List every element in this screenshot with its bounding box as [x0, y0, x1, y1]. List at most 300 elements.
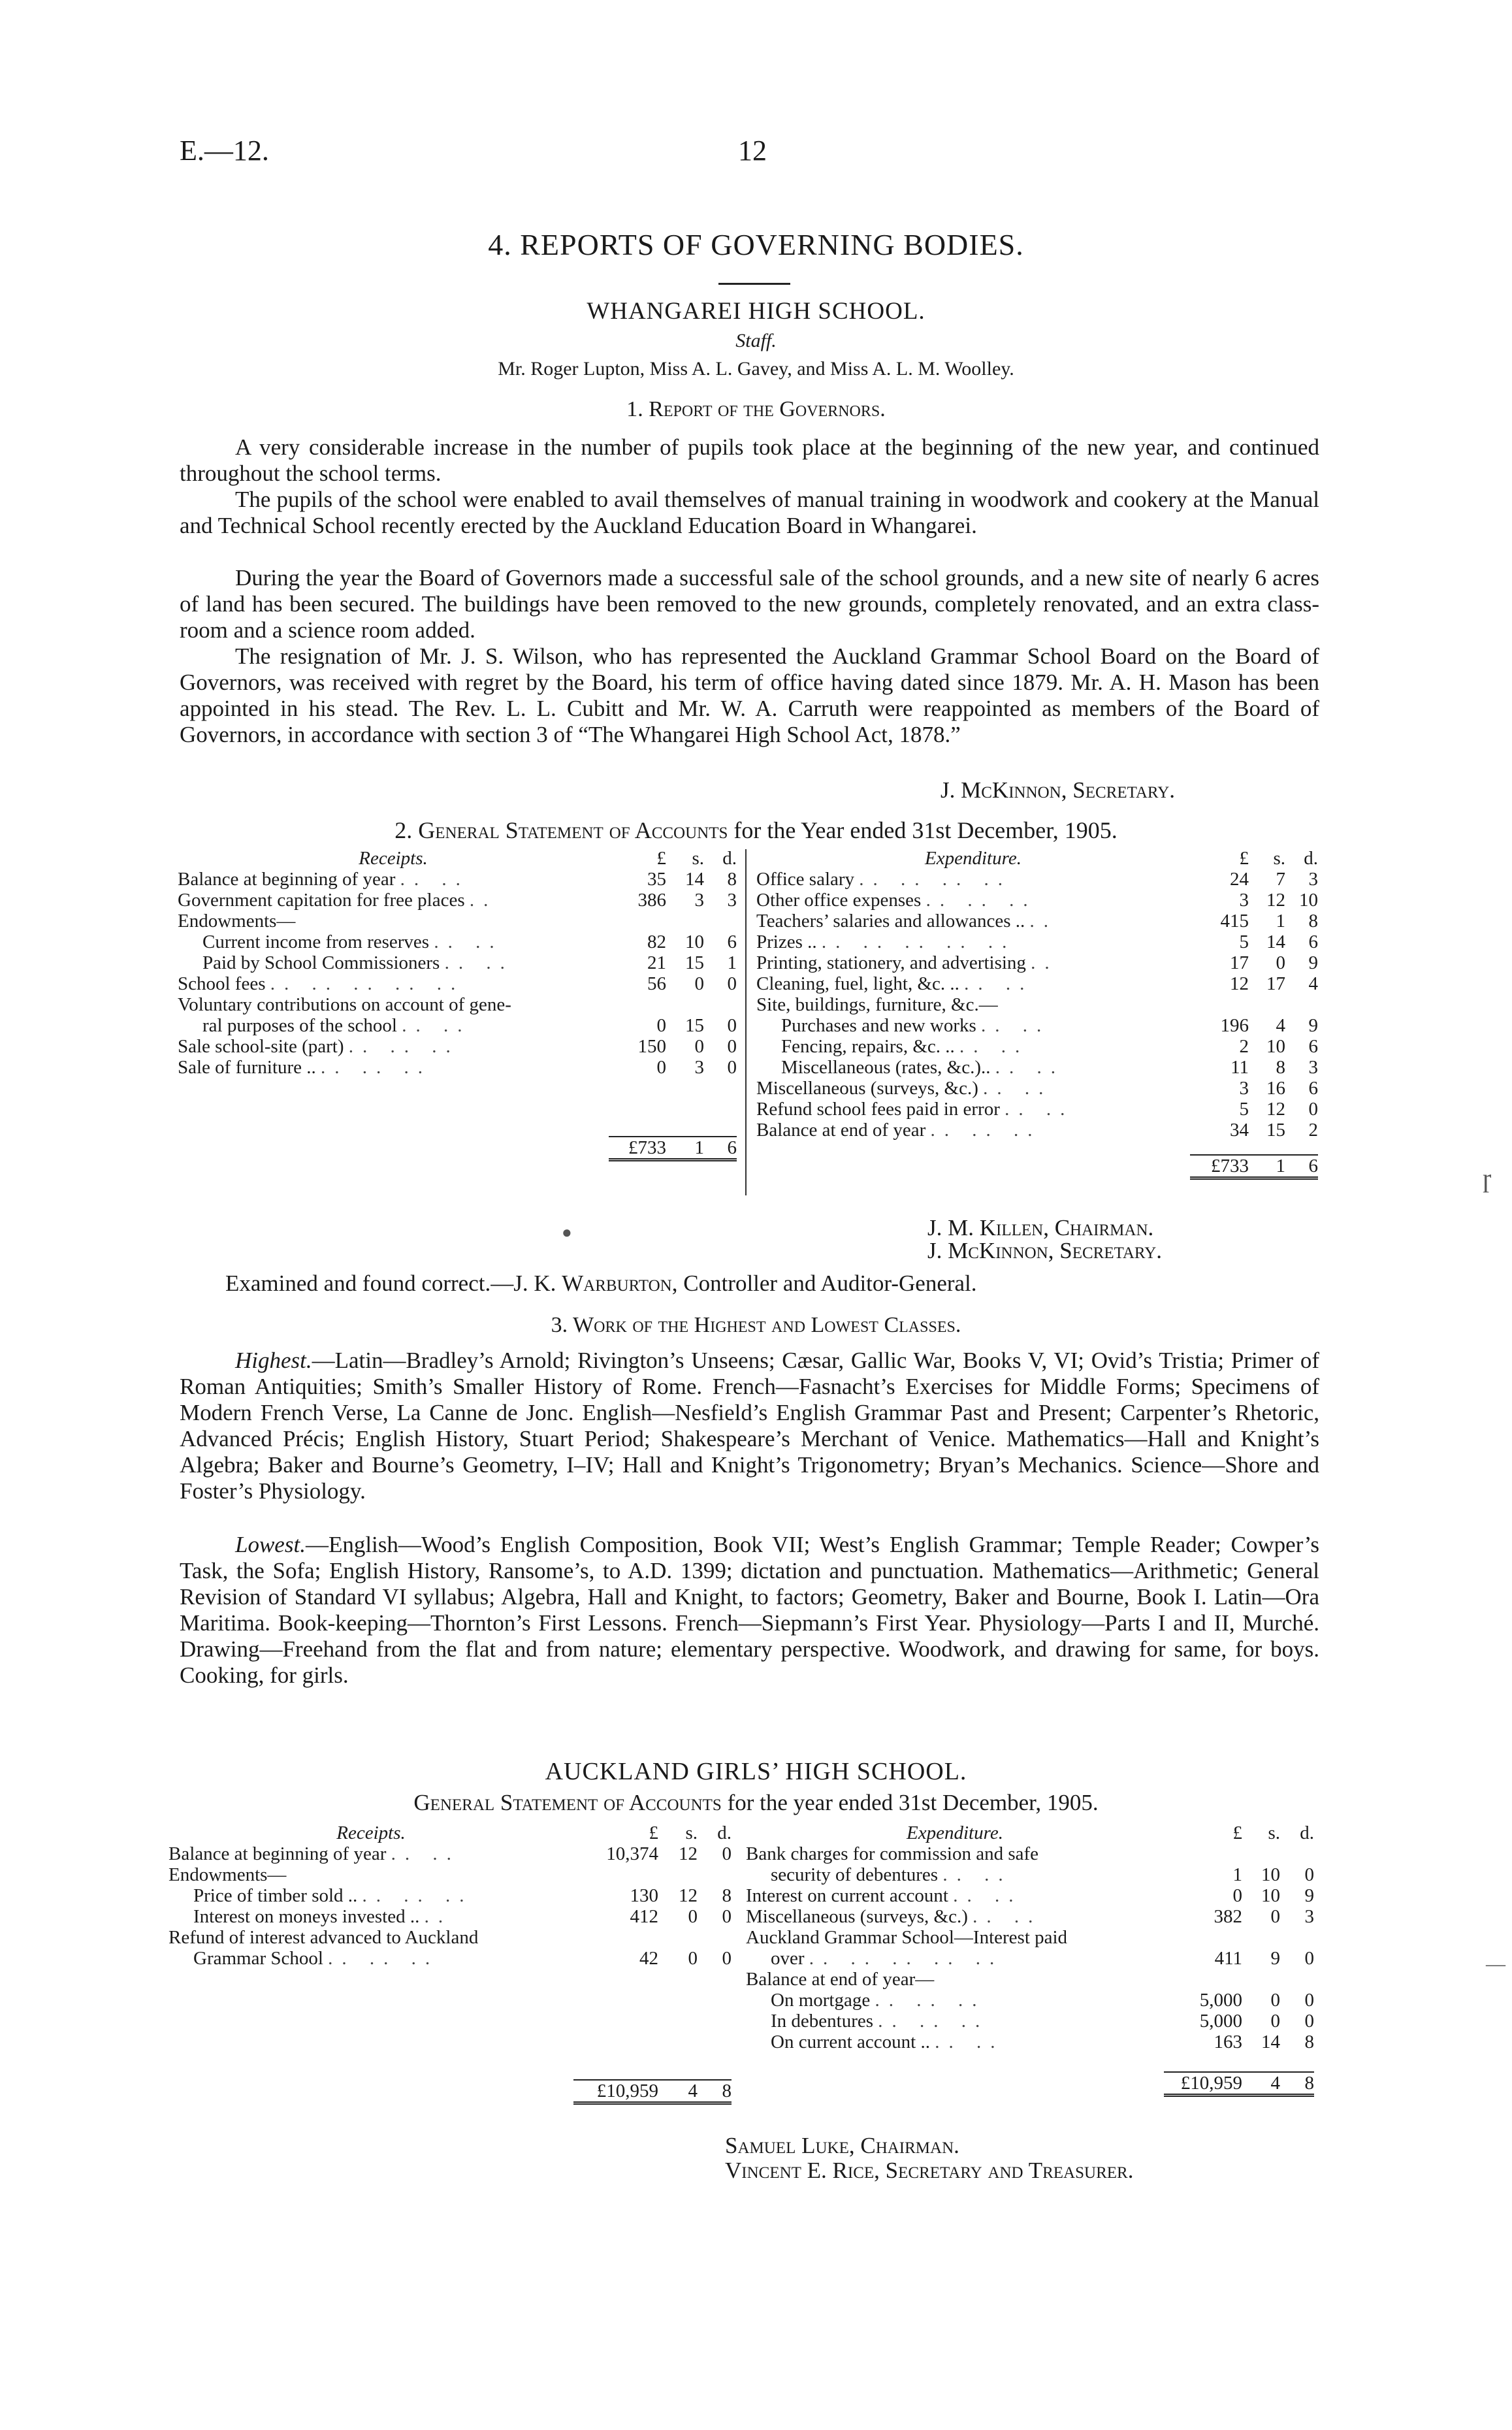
row-shillings: 14	[1266, 932, 1285, 952]
total-pence: 8	[698, 2080, 732, 2103]
row-pence	[1280, 1969, 1314, 1990]
row-pence: 2	[1308, 1120, 1318, 1141]
leader-dots: ..	[1031, 952, 1059, 973]
highest-class-paragraph	[180, 1348, 1319, 1504]
row-label-text: Printing, stationery, and advertising	[756, 952, 1026, 973]
row-pound	[573, 1927, 658, 1948]
row-label	[756, 1036, 1190, 1057]
row-pence: 0	[1308, 1099, 1318, 1120]
row-label-text: over	[771, 1948, 805, 1969]
account-row	[746, 1864, 1314, 1885]
row-pence: 8	[1308, 911, 1318, 932]
account-row	[756, 1120, 1318, 1141]
account-row	[756, 911, 1318, 932]
secretary-signature: Vincent E. Rice, Secretary and Treasurer.	[725, 2158, 1134, 2183]
row-label-text: Balance at end of year	[756, 1120, 926, 1141]
row-shillings: 15	[685, 1015, 704, 1036]
account-row	[746, 1990, 1314, 2011]
expenditure-table-auckland	[746, 1822, 1314, 2097]
row-label-text: Endowments—	[178, 911, 296, 932]
account-row	[756, 952, 1318, 973]
row-label-text: Refund of interest advanced to Auckland	[169, 1927, 479, 1948]
table-header-row	[178, 848, 737, 869]
row-pound: 10,374	[606, 1843, 658, 1864]
account-row	[756, 1036, 1318, 1057]
row-label	[178, 1036, 609, 1057]
account-row	[178, 952, 737, 973]
row-label-text: Balance at beginning of year	[169, 1843, 387, 1864]
row-label-text: Interest on moneys invested ..	[193, 1906, 420, 1927]
row-shillings	[666, 994, 704, 1015]
row-label	[178, 952, 609, 973]
auditor-note	[225, 1271, 977, 1297]
row-pound: 1	[1232, 1864, 1242, 1885]
row-pence: 0	[727, 1015, 737, 1036]
auditor-note-suffix: , Controller and Auditor-General.	[671, 1271, 977, 1296]
highest-label: Highest.	[235, 1348, 312, 1373]
school-title-whangarei: WHANGAREI HIGH SCHOOL.	[587, 298, 925, 325]
highest-text: —Latin—Bradley’s Arnold; Rivington’s Unseens; Cæsar, Gallic War, Books V, VI; Ovid’s Tristia; Primer of Roman Antiquities; Smith’s Smaller History of Rome. French—Fasnacht’s Exercises for Middle Forms; Specimens of Modern French Verse, La Canne de Jonc. English—Nesfield’s English Grammar Past and Present; Carpenter’s Rhetoric, Advanced Précis; English History, Stuart Period; Shakespeare’s Merchant of Venice. Mathematics—Hall and Knight’s Algebra; Baker and Bourne’s Geometry, I–IV; Hall and Knight’s Trigonometry; Bryan’s Mechanics. Science—Shore and Foster’s Physiology.	[180, 1348, 1319, 1504]
account-row	[178, 932, 737, 952]
row-label	[746, 2011, 1164, 2032]
row-shillings	[1242, 1969, 1280, 1990]
leader-dots: .. ..	[391, 1843, 460, 1864]
row-pence: 9	[1304, 1885, 1314, 1906]
row-shillings: 0	[694, 1036, 704, 1057]
expenditure-label: Expenditure.	[907, 1822, 1003, 1843]
receipts-table-auckland	[169, 1822, 732, 2105]
row-pence: 8	[1304, 2032, 1314, 2052]
leader-dots: .. .. .. ..	[859, 869, 1012, 890]
total-pound: £10,959	[573, 2080, 658, 2103]
row-pence: 6	[727, 932, 737, 952]
row-pence	[1285, 994, 1318, 1015]
leader-dots: ..	[424, 1906, 453, 1927]
account-row	[756, 994, 1318, 1015]
account-row	[169, 1885, 732, 1906]
col-shillings: s.	[1273, 848, 1285, 869]
row-pence: 6	[1308, 932, 1318, 952]
leader-dots: .. ..	[964, 973, 1034, 994]
accounts-heading-auckland	[170, 1790, 1342, 1816]
row-pound	[1190, 994, 1249, 1015]
row-label	[169, 1843, 573, 1864]
leader-dots: .. .. ..	[362, 1885, 474, 1906]
row-pence: 10	[1299, 890, 1318, 911]
row-pence	[698, 1864, 732, 1885]
row-shillings: 7	[1276, 869, 1285, 890]
account-row	[178, 890, 737, 911]
row-label	[756, 952, 1190, 973]
ink-dot: ●	[562, 1223, 572, 1242]
row-label-text: In debentures	[771, 2011, 874, 2032]
row-label	[746, 1948, 1164, 1969]
account-row	[746, 1927, 1314, 1948]
row-pound: 150	[637, 1036, 666, 1057]
row-pence: 6	[1308, 1078, 1318, 1099]
row-shillings: 10	[1266, 1036, 1285, 1057]
school-title-auckland: AUCKLAND GIRLS’ HIGH SCHOOL.	[545, 1758, 967, 1785]
row-label	[178, 973, 609, 994]
row-pence: 0	[1304, 1948, 1314, 1969]
row-shillings: 16	[1266, 1078, 1285, 1099]
row-shillings: 10	[1261, 1864, 1280, 1885]
leader-dots: .. .. .. .. ..	[809, 1948, 1004, 1969]
account-row	[746, 1969, 1314, 1990]
leader-dots: .. ..	[444, 952, 514, 973]
account-row	[756, 973, 1318, 994]
account-row	[756, 1015, 1318, 1036]
row-label-text: School fees	[178, 973, 266, 994]
row-pence: 0	[727, 973, 737, 994]
row-pound: 11	[1231, 1057, 1249, 1078]
row-shillings: 10	[685, 932, 704, 952]
row-pence: 9	[1308, 952, 1318, 973]
auditor-note-prefix: Examined and found correct.—J. K.	[225, 1271, 562, 1296]
row-label-text: Fencing, repairs, &c. ..	[781, 1036, 955, 1057]
total-shillings: 1	[1249, 1155, 1285, 1178]
row-pound: 3	[1239, 1078, 1249, 1099]
row-pound: 17	[1230, 952, 1249, 973]
row-label-text: On current account ..	[771, 2032, 930, 2052]
report-paragraph: The pupils of the school were enabled to avail themselves of manual training in woodwork and cookery at the Manual and Technical School recently erected by the Auckland Education Board in Whangarei.	[180, 487, 1319, 538]
row-pence: 0	[727, 1057, 737, 1078]
report-signature: J. McKinnon, Secretary.	[941, 777, 1176, 803]
accounts-heading-period: for the year ended 31st December, 1905.	[727, 1790, 1099, 1815]
account-row	[178, 994, 737, 1015]
row-label	[746, 1969, 1164, 1990]
total-row	[178, 1137, 737, 1160]
total-shillings: 4	[658, 2080, 698, 2103]
col-pence: d.	[1300, 1822, 1314, 1843]
column-divider	[745, 849, 747, 1195]
row-label-text: Voluntary contributions on account of gene-	[178, 994, 511, 1015]
row-label	[756, 1099, 1190, 1120]
account-row	[756, 1078, 1318, 1099]
row-label	[178, 932, 609, 952]
row-label	[756, 911, 1190, 932]
account-row	[169, 1948, 732, 1969]
row-shillings: 0	[1270, 1906, 1280, 1927]
row-shillings: 0	[688, 1948, 698, 1969]
row-label	[746, 1843, 1164, 1864]
report-heading: 1. Report of the Governors.	[626, 397, 886, 421]
leader-dots: .. ..	[400, 869, 470, 890]
row-label-text: security of debentures	[771, 1864, 939, 1885]
row-pound	[1164, 1927, 1242, 1948]
total-pence: 6	[704, 1137, 737, 1160]
row-pound: 411	[1214, 1948, 1242, 1969]
lowest-class-paragraph	[180, 1532, 1319, 1689]
row-label-text: Paid by School Commissioners	[202, 952, 440, 973]
row-shillings: 3	[694, 1057, 704, 1078]
row-shillings: 3	[694, 890, 704, 911]
row-pound: 5	[1239, 1099, 1249, 1120]
row-label	[746, 1906, 1164, 1927]
row-pence: 0	[1304, 2011, 1314, 2032]
row-label	[178, 890, 609, 911]
row-label	[178, 911, 609, 932]
total-row	[169, 2080, 732, 2103]
total-pence: 6	[1285, 1155, 1318, 1178]
account-row	[756, 890, 1318, 911]
leader-dots: .. ..	[995, 1057, 1065, 1078]
row-pound: 412	[630, 1906, 658, 1927]
row-pound	[609, 994, 666, 1015]
row-shillings: 12	[679, 1885, 698, 1906]
row-label-text: Miscellaneous (rates, &c.)..	[781, 1057, 991, 1078]
leader-dots: .. ..	[959, 1036, 1029, 1057]
row-pound: 163	[1214, 2032, 1242, 2052]
leader-dots: .. .. ..	[930, 1120, 1042, 1141]
row-pence	[704, 911, 737, 932]
staff-label: Staff.	[735, 330, 777, 351]
row-pence: 3	[1304, 1906, 1314, 1927]
row-pound: 12	[1230, 973, 1249, 994]
row-pence: 1	[727, 952, 737, 973]
leader-dots: .. .. ..	[321, 1057, 432, 1078]
row-shillings	[1242, 1843, 1280, 1864]
col-pence: d.	[1304, 848, 1318, 869]
row-label-text: On mortgage	[771, 1990, 871, 2011]
row-label	[756, 1078, 1190, 1099]
row-label	[178, 1015, 609, 1036]
account-row	[169, 1843, 732, 1864]
row-pence	[1280, 1927, 1314, 1948]
row-pence: 0	[722, 1843, 732, 1864]
report-paragraph: A very considerable increase in the number of pupils took place at the beginning of the new year, and continued throughout the school terms.	[180, 434, 1319, 486]
row-label	[746, 1990, 1164, 2011]
row-pence: 8	[722, 1885, 732, 1906]
row-pound: 2	[1239, 1036, 1249, 1057]
row-label-text: Bank charges for commission and safe	[746, 1843, 1039, 1864]
account-row	[178, 1057, 737, 1078]
row-pound: 0	[656, 1057, 666, 1078]
row-shillings: 10	[1261, 1885, 1280, 1906]
row-shillings: 12	[1266, 1099, 1285, 1120]
row-label-text: Sale school-site (part)	[178, 1036, 344, 1057]
row-pence: 0	[727, 1036, 737, 1057]
leader-dots: .. ..	[983, 1078, 1053, 1099]
chairman-signature: Samuel Luke, Chairman.	[725, 2133, 959, 2158]
row-shillings: 14	[685, 869, 704, 890]
table-header-row	[746, 1822, 1314, 1843]
row-pound: 130	[630, 1885, 658, 1906]
col-shillings: s.	[692, 848, 704, 869]
expenditure-table-whangarei	[756, 848, 1318, 1180]
col-pound: £	[656, 848, 666, 869]
work-heading: 3. Work of the Highest and Lowest Classes.	[551, 1313, 961, 1337]
row-shillings: 0	[688, 1906, 698, 1927]
row-label	[169, 1864, 573, 1885]
leader-dots: .. .. ..	[875, 1990, 986, 2011]
row-pound: 56	[647, 973, 666, 994]
row-label-text: Refund school fees paid in error	[756, 1099, 1000, 1120]
col-pound: £	[1232, 1822, 1242, 1843]
account-row	[169, 1906, 732, 1927]
row-label	[169, 1927, 573, 1948]
row-pence	[1280, 1843, 1314, 1864]
row-label	[178, 994, 609, 1015]
row-pound	[573, 1864, 658, 1885]
receipts-table-whangarei	[178, 848, 737, 1161]
row-pound: 35	[647, 869, 666, 890]
row-label	[169, 1948, 573, 1969]
leader-dots: .. .. .. .. ..	[270, 973, 465, 994]
section-title: 4. REPORTS OF GOVERNING BODIES.	[488, 228, 1024, 261]
staff-list: Mr. Roger Lupton, Miss A. L. Gavey, and Miss A. L. M. Woolley.	[498, 358, 1014, 380]
row-shillings: 8	[1276, 1057, 1285, 1078]
secretary-signature: J. McKinnon, Secretary.	[927, 1238, 1163, 1263]
row-shillings: 15	[685, 952, 704, 973]
row-label-text: ral purposes of the school	[202, 1015, 397, 1036]
row-label-text: Interest on current account	[746, 1885, 948, 1906]
row-shillings: 15	[1266, 1120, 1285, 1141]
row-label	[756, 869, 1190, 890]
account-row	[178, 973, 737, 994]
row-pound: 42	[639, 1948, 658, 1969]
leader-dots: ..	[1029, 911, 1058, 932]
row-shillings	[658, 1864, 698, 1885]
row-pound: 415	[1220, 911, 1249, 932]
leader-dots: .. .. ..	[925, 890, 1037, 911]
scan-mark: ɼ	[1483, 1163, 1492, 1193]
row-pence: 0	[722, 1948, 732, 1969]
row-pence: 3	[727, 890, 737, 911]
scan-mark: —	[1486, 1953, 1505, 1975]
row-label-text: Site, buildings, furniture, &c.—	[756, 994, 998, 1015]
row-pound: 0	[656, 1015, 666, 1036]
row-pound: 5	[1239, 932, 1249, 952]
leader-dots: .. ..	[942, 1864, 1012, 1885]
lowest-text: —English—Wood’s English Composition, Book VII; West’s English Grammar; Temple Reader; Cowper’s Task, the Sofa; English History, Ransome’s, to A.D. 1399; dictation and punctuation. Mathematics—Arithmetic; General Revision of Standard VI syllabus; Algebra, Hall and Knight, to factors; Geometry, Baker and Bourne, Book I. Latin—Ora Maritima. Book-keeping—Thornton’s First Lessons. French—Siepmann’s First Year. Physiology—Parts I and II, Murché. Drawing—Freehand from the flat and from nature; elementary perspective. Woodwork, and drawing for same, for boys. Cooking, for girls.	[180, 1532, 1319, 1688]
row-pence: 3	[1308, 1057, 1318, 1078]
row-pence	[704, 994, 737, 1015]
page-reference: E.—12.	[180, 135, 269, 167]
col-pound: £	[649, 1822, 658, 1843]
row-shillings	[1249, 994, 1285, 1015]
leader-dots: .. ..	[981, 1015, 1051, 1036]
col-shillings: s.	[1268, 1822, 1280, 1843]
accounts-heading-period: for the Year ended 31st December, 1905.	[733, 817, 1118, 843]
row-pence: 3	[1308, 869, 1318, 890]
account-row	[169, 1927, 732, 1948]
row-label-text: Balance at beginning of year	[178, 869, 396, 890]
row-label	[746, 1927, 1164, 1948]
row-label	[756, 1015, 1190, 1036]
row-label-text: Other office expenses	[756, 890, 922, 911]
account-row	[756, 869, 1318, 890]
row-label-text: Balance at end of year—	[746, 1969, 935, 1990]
row-shillings: 0	[1270, 1990, 1280, 2011]
table-header-row	[756, 848, 1318, 869]
row-pound: 24	[1230, 869, 1249, 890]
row-shillings: 12	[679, 1843, 698, 1864]
leader-dots: .. ..	[1005, 1099, 1074, 1120]
lowest-label: Lowest.	[235, 1532, 306, 1557]
row-shillings: 0	[1270, 2011, 1280, 2032]
row-pound: 5,000	[1199, 2011, 1242, 2032]
col-pence: d.	[717, 1822, 732, 1843]
account-row	[746, 2032, 1314, 2052]
row-shillings: 14	[1261, 2032, 1280, 2052]
account-row	[178, 869, 737, 890]
leader-dots: .. ..	[935, 2032, 1005, 2052]
row-label	[169, 1906, 573, 1927]
row-pound	[1164, 1969, 1242, 1990]
accounts-heading-whangarei	[170, 817, 1342, 844]
row-label	[746, 1864, 1164, 1885]
row-label	[756, 1120, 1190, 1141]
row-shillings	[658, 1927, 698, 1948]
row-label	[756, 932, 1190, 952]
account-row	[169, 1864, 732, 1885]
leader-dots: .. .. ..	[328, 1948, 440, 1969]
leader-dots: .. .. ..	[878, 2011, 989, 2032]
accounts-heading-label: General Statement of Accounts	[413, 1790, 722, 1815]
account-row	[746, 1843, 1314, 1864]
row-label-text: Teachers’ salaries and allowances ..	[756, 911, 1025, 932]
accounts-heading-label: 2. General Statement of Accounts	[394, 817, 728, 843]
page-number: 12	[738, 135, 767, 167]
account-row	[178, 911, 737, 932]
row-shillings: 0	[694, 973, 704, 994]
row-pound: 382	[1214, 1906, 1242, 1927]
total-row	[746, 2072, 1314, 2096]
row-pence: 0	[722, 1906, 732, 1927]
row-pound: 82	[647, 932, 666, 952]
row-label	[178, 1057, 609, 1078]
auditor-name: Warburton	[562, 1271, 672, 1296]
leader-dots: .. ..	[434, 932, 504, 952]
row-pence	[698, 1927, 732, 1948]
row-label-text: Government capitation for free places	[178, 890, 465, 911]
row-shillings	[666, 911, 704, 932]
account-row	[756, 1057, 1318, 1078]
row-label	[178, 869, 609, 890]
row-label-text: Grammar School	[193, 1948, 323, 1969]
row-label-text: Sale of furniture ..	[178, 1057, 316, 1078]
title-divider	[718, 283, 790, 285]
row-shillings	[1242, 1927, 1280, 1948]
row-pence: 0	[1304, 1864, 1314, 1885]
row-label-text: Endowments—	[169, 1864, 287, 1885]
row-label-text: Prizes ..	[756, 932, 817, 952]
total-pound: £733	[1190, 1155, 1249, 1178]
total-row	[756, 1155, 1318, 1178]
leader-dots: .. ..	[402, 1015, 472, 1036]
row-shillings: 4	[1276, 1015, 1285, 1036]
row-label-text: Miscellaneous (surveys, &c.)	[746, 1906, 968, 1927]
table-header-row	[169, 1822, 732, 1843]
row-label-text: Miscellaneous (surveys, &c.)	[756, 1078, 978, 1099]
row-shillings: 0	[1276, 952, 1285, 973]
row-pound: 34	[1230, 1120, 1249, 1141]
row-label	[746, 1885, 1164, 1906]
account-row	[746, 2011, 1314, 2032]
col-shillings: s.	[685, 1822, 698, 1843]
total-shillings: 1	[666, 1137, 704, 1160]
row-label-text: Price of timber sold ..	[193, 1885, 358, 1906]
leader-dots: .. .. ..	[348, 1036, 460, 1057]
row-label-text: Purchases and new works	[781, 1015, 976, 1036]
total-pound: £733	[609, 1137, 666, 1160]
account-row	[746, 1906, 1314, 1927]
row-pound: 21	[647, 952, 666, 973]
chairman-signature: J. M. Killen, Chairman.	[927, 1215, 1154, 1240]
account-row	[178, 1015, 737, 1036]
row-label	[746, 2032, 1164, 2052]
